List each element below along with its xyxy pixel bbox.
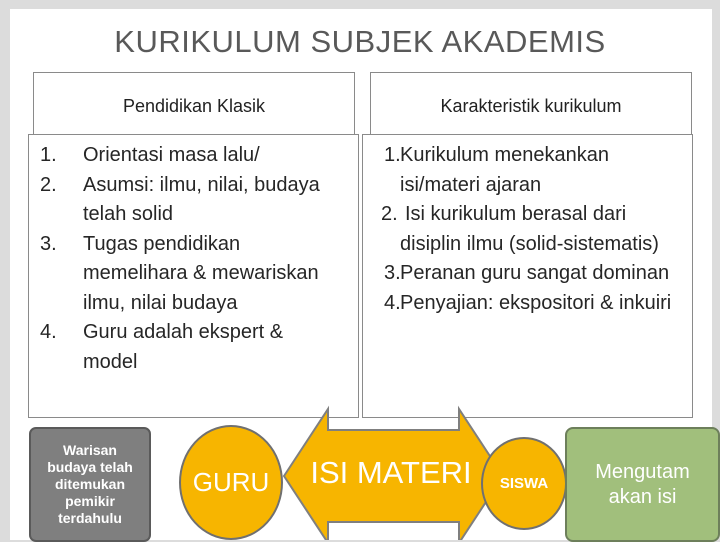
list-text: Kurikulum menekankan isi/materi ajaran [400, 144, 609, 196]
list-text: Tugas pendidikan memelihara & mewariskan ilmu, nilai budaya [83, 232, 319, 314]
list-number: 1. [384, 144, 401, 166]
header-right-label: Karakteristik kurikulum [440, 95, 622, 116]
siswa-circle [481, 437, 567, 530]
header-left-label: Pendidikan Klasik [122, 95, 266, 116]
list-number: 4. [384, 291, 401, 314]
isi-materi-label: ISI MATERI [310, 455, 472, 490]
list-text: Guru adalah ekspert & model [83, 321, 284, 373]
list-number: 2. [40, 173, 57, 196]
list-number: 2. [381, 203, 398, 225]
list-text: Peranan guru sangat dominan [400, 262, 670, 284]
list-number: 1. [40, 144, 57, 166]
list-number: 4. [40, 321, 57, 343]
list-number: 3. [384, 262, 401, 284]
guru-label: GURU [192, 467, 270, 497]
list-text: Orientasi masa lalu/ [83, 144, 260, 166]
warisan-text: Warisan budaya telah ditemukan pemikir terdahulu [47, 442, 133, 526]
page-title: KURIKULUM SUBJEK AKADEMIS [114, 24, 606, 59]
list-text: Asumsi: ilmu, nilai, budaya telah solid [83, 173, 320, 225]
mengutamakan-text: Mengutam akan isi [595, 460, 690, 508]
list-text: Isi kurikulum berasal dari disiplin ilmu (solid-sistematis) [400, 203, 659, 255]
siswa-label: SISWA [499, 475, 549, 492]
list-number: 3. [40, 232, 57, 255]
mengutamakan-box [565, 427, 720, 542]
list-text: Penyajian: ekspositori & inkuiri [400, 291, 672, 314]
